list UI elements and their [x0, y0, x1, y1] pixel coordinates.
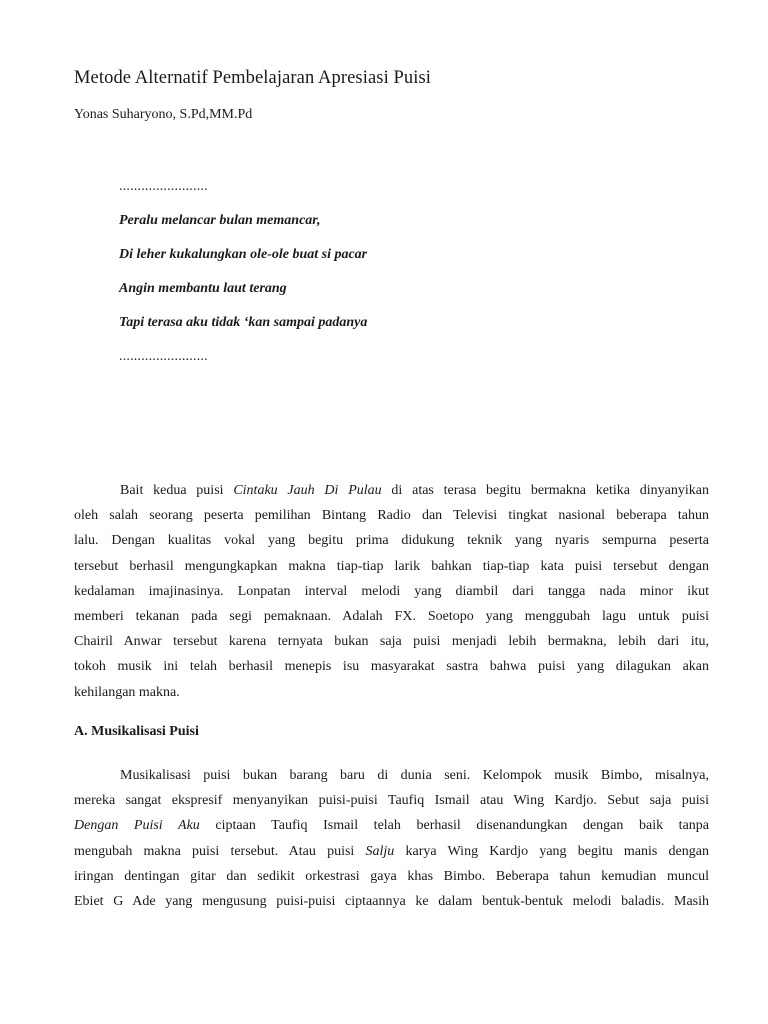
poem-line: Angin membantu laut terang: [119, 281, 287, 296]
text-run: Bait kedua puisi: [120, 483, 234, 498]
paragraph-line: tersebut berhasil mengungkapkan makna tiap-tiap larik bahkan tiap-tiap kata puisi tersebut dengan: [74, 558, 709, 574]
paragraph-line: iringan dentingan gitar dan sedikit orkestrasi gaya khas Bimbo. Beberapa tahun kemudian muncul: [74, 868, 709, 884]
poem-title-reference: Dengan Puisi Aku: [74, 818, 200, 834]
paragraph-line: [74, 839, 709, 864]
author-name: Yonas Suharyono, S.Pd,MM.Pd: [74, 107, 253, 122]
text-run: karya Wing Kardjo yang begitu manis dengan: [394, 843, 709, 859]
text-run: ciptaan Taufiq Ismail telah berhasil disenandungkan dengan baik tanpa: [199, 818, 709, 834]
text-run: mengubah makna puisi tersebut. Atau puisi: [74, 843, 366, 859]
poem-line: Tapi terasa aku tidak ‘kan sampai padanya: [119, 315, 368, 330]
paragraph-line: tokoh musik ini telah berhasil menepis isu masyarakat sastra bahwa puisi yang dilagukan akan: [74, 659, 709, 675]
paragraph-song-interpretation: [74, 478, 709, 705]
text-run: di atas terasa begitu bermakna ketika dinyanyikan: [381, 483, 709, 498]
paragraph-line: mereka sangat ekspresif menyanyikan puisi-puisi Taufiq Ismail atau Wing Kardjo. Sebut saja puisi: [74, 793, 709, 809]
paragraph-musikalisasi: [74, 763, 709, 914]
poem-leading-ellipsis: ........................: [119, 179, 208, 194]
paragraph-line: Chairil Anwar tersebut karena ternyata bukan saja puisi menjadi lebih bermakna, lebih dari itu,: [74, 634, 709, 650]
poem-title-reference: Cintaku Jauh Di Pulau: [233, 483, 382, 498]
paragraph-line: lalu. Dengan kualitas vokal yang begitu prima didukung teknik yang nyaris sempurna peserta: [74, 533, 709, 549]
poem-line: Di leher kukalungkan ole-ole buat si pacar: [119, 247, 368, 262]
paragraph-line: Ebiet G Ade yang mengusung puisi-puisi ciptaannya ke dalam bentuk-bentuk melodi baladis. Masih: [74, 893, 709, 909]
paragraph-line: oleh salah seorang peserta pemilihan Bintang Radio dan Televisi tingkat nasional beberapa tahun: [74, 508, 709, 524]
section-heading: A. Musikalisasi Puisi: [74, 724, 199, 739]
poem-line: Peralu melancar bulan memancar,: [119, 213, 321, 228]
paragraph-line: Musikalisasi puisi bukan barang baru di dunia seni. Kelompok musik Bimbo, misalnya,: [120, 768, 709, 783]
poem-title-reference: Salju: [365, 843, 395, 859]
paragraph-line: [74, 478, 709, 503]
poem-excerpt: [119, 178, 367, 382]
paragraph-line: memberi tekanan pada segi pemaknaan. Adalah FX. Soetopo yang menggubah lagu untuk puisi: [74, 608, 709, 624]
paragraph-line: [74, 813, 709, 838]
poem-trailing-ellipsis: ........................: [119, 349, 208, 364]
document-title: Metode Alternatif Pembelajaran Apresiasi Puisi: [74, 68, 432, 88]
paragraph-line: kehilangan makna.: [74, 684, 180, 700]
paragraph-line: kedalaman imajinasinya. Lonpatan interval melodi yang diambil dari tangga nada minor ikut: [74, 583, 709, 599]
